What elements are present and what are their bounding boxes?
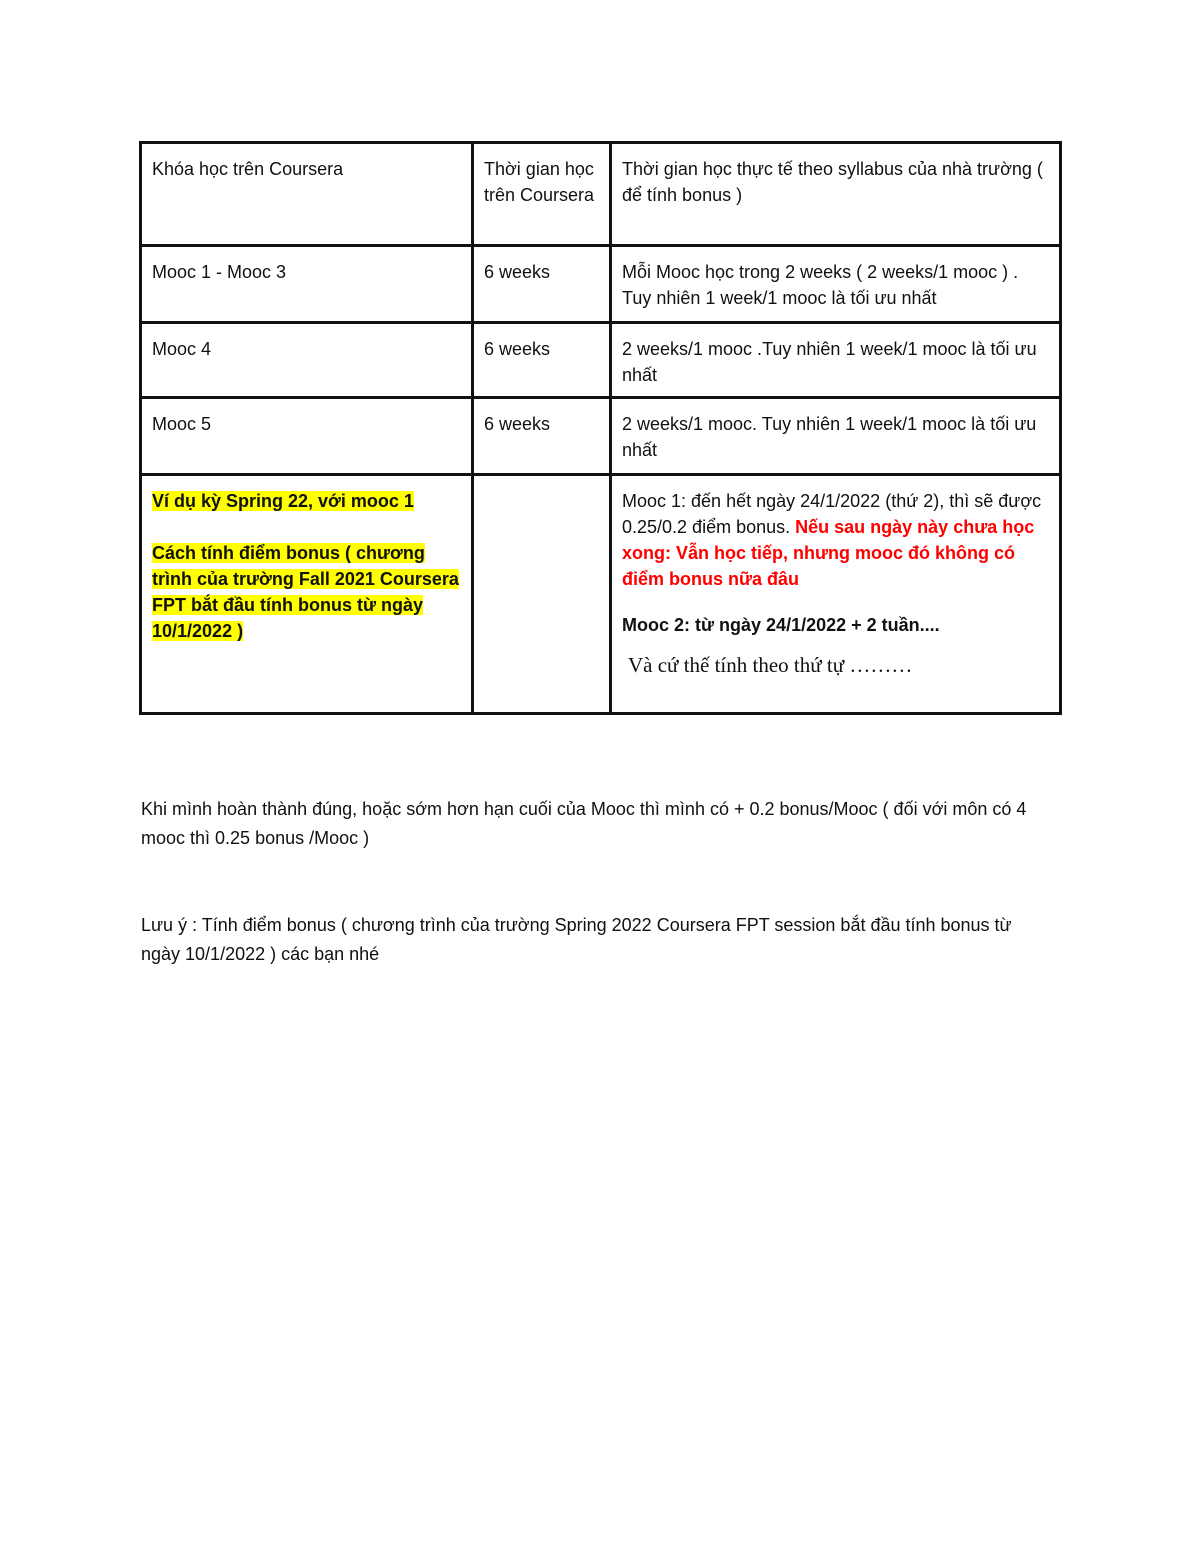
- header-actual-duration: Thời gian học thực tế theo syllabus của nhà trường ( để tính bonus ): [611, 143, 1061, 246]
- table-row: [141, 398, 1061, 475]
- table-row: [141, 246, 1061, 323]
- example-left-cell: [141, 475, 473, 714]
- example-row: [141, 475, 1061, 714]
- schedule-table: [139, 141, 1062, 715]
- row-course: Mooc 5: [141, 398, 473, 475]
- row-duration: 6 weeks: [473, 246, 611, 323]
- table-header-row: [141, 143, 1061, 246]
- row-actual: Mỗi Mooc học trong 2 weeks ( 2 weeks/1 mooc ) . Tuy nhiên 1 week/1 mooc là tối ưu nhất: [611, 246, 1061, 323]
- row-course: Mooc 1 - Mooc 3: [141, 246, 473, 323]
- mooc2-note: Mooc 2: từ ngày 24/1/2022 + 2 tuần....: [622, 615, 940, 635]
- row-course: Mooc 4: [141, 323, 473, 398]
- table-row: [141, 323, 1061, 398]
- mooc1-warning: Nếu sau ngày này chưa học xong: Vẫn học tiếp, nhưng mooc đó không có điểm bonus nữa đâu: [622, 517, 1035, 589]
- row-duration: 6 weeks: [473, 398, 611, 475]
- row-duration: 6 weeks: [473, 323, 611, 398]
- example-bonus-note: Cách tính điểm bonus ( chương trình của trường Fall 2021 Coursera FPT bắt đầu tính bonus từ ngày 10/1/2022 ): [152, 543, 459, 641]
- header-course: Khóa học trên Coursera: [141, 143, 473, 246]
- mooc1-note: Mooc 1: đến hết ngày 24/1/2022 (thứ 2), thì sẽ được 0.25/0.2 điểm bonus.: [622, 491, 1042, 537]
- row-actual: 2 weeks/1 mooc .Tuy nhiên 1 week/1 mooc là tối ưu nhất: [611, 323, 1061, 398]
- completion-paragraph: Khi mình hoàn thành đúng, hoặc sớm hơn hạn cuối của Mooc thì mình có + 0.2 bonus/Mooc ( đối với môn có 4 mooc thì 0.25 bonus /Mooc ): [141, 799, 1027, 848]
- header-coursera-duration: Thời gian học trên Coursera: [473, 143, 611, 246]
- note-paragraph: Lưu ý : Tính điểm bonus ( chương trình của trường Spring 2022 Coursera FPT session bắt đầu tính bonus từ ngày 10/1/2022 ) các bạn nhé: [141, 915, 1012, 964]
- example-empty-cell: [473, 475, 611, 714]
- row-actual: 2 weeks/1 mooc. Tuy nhiên 1 week/1 mooc là tối ưu nhất: [611, 398, 1061, 475]
- continue-note: Và cứ thế tính theo thứ tự ………: [628, 653, 913, 677]
- example-right-cell: [611, 475, 1061, 714]
- example-title: Ví dụ kỳ Spring 22, với mooc 1: [152, 491, 414, 511]
